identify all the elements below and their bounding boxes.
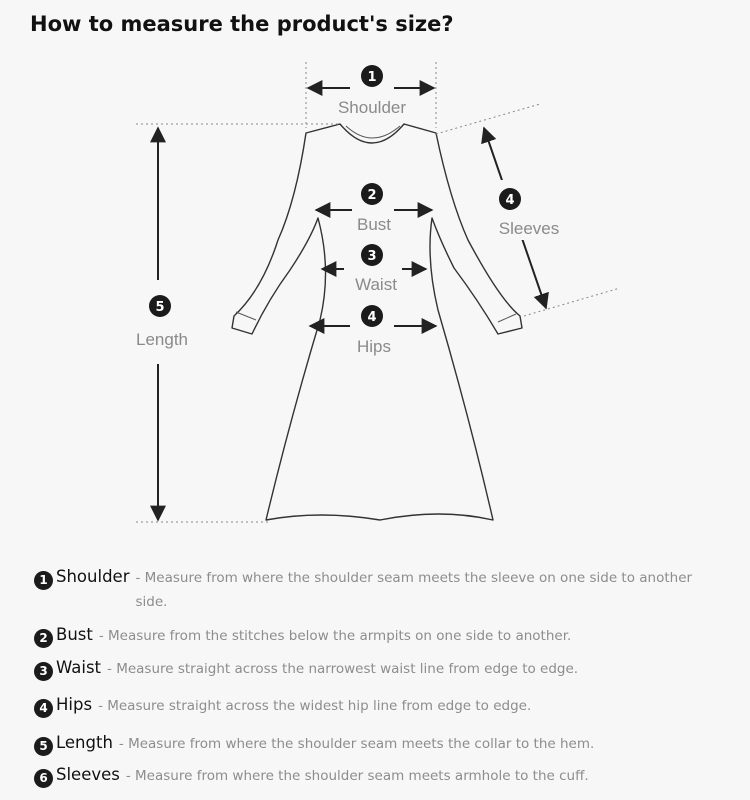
legend-item-hips [34, 694, 531, 718]
svg-text:1: 1 [367, 70, 377, 85]
svg-text:3: 3 [367, 249, 377, 264]
legend-item-bust [34, 624, 571, 648]
number-6-icon: 6 [34, 769, 53, 788]
badge-hips [361, 305, 383, 327]
legend-desc: - Measure straight across the widest hip line from edge to edge. [98, 698, 532, 714]
svg-text:4: 4 [505, 193, 515, 208]
badge-bust [361, 183, 383, 205]
badge-shoulder [361, 65, 383, 87]
legend-term: Hips [56, 695, 93, 714]
legend-item-sleeves [34, 764, 589, 788]
number-1-icon: 1 [34, 571, 53, 590]
label-length: Length [136, 330, 188, 349]
legend-desc: - Measure from the stitches below the armpits on one side to another. [98, 628, 572, 644]
number-2-icon: 2 [34, 629, 53, 648]
badge-sleeves [499, 188, 521, 210]
legend-desc: - Measure from where the shoulder seam meets the collar to the hem. [118, 736, 595, 752]
svg-text:4: 4 [367, 310, 377, 325]
legend-desc: - Measure from where the shoulder seam meets the sleeve on one side to another side. [135, 570, 693, 610]
label-shoulder: Shoulder [337, 98, 407, 117]
legend-item-length [34, 732, 594, 756]
number-4-icon: 4 [34, 699, 53, 718]
number-5-icon: 5 [34, 737, 53, 756]
legend-item-waist [34, 657, 578, 681]
badge-length [149, 295, 171, 317]
badge-waist [361, 244, 383, 266]
legend-term: Shoulder [56, 567, 130, 586]
number-3-icon: 3 [34, 662, 53, 681]
legend-desc: - Measure straight across the narrowest waist line from edge to edge. [107, 661, 579, 677]
legend-term: Sleeves [56, 765, 120, 784]
svg-text:2: 2 [367, 188, 377, 203]
label-waist: Waist [355, 275, 397, 294]
legend-term: Waist [56, 658, 102, 677]
legend-desc: - Measure from where the shoulder seam meets armhole to the cuff. [125, 768, 589, 784]
page-title: How to measure the product's size? [30, 12, 454, 36]
label-bust: Bust [356, 215, 392, 234]
legend-term: Bust [56, 625, 93, 644]
legend-item-shoulder [34, 566, 695, 614]
legend-term: Length [56, 733, 113, 752]
label-hips: Hips [356, 337, 392, 356]
svg-text:5: 5 [155, 300, 165, 315]
label-sleeves: Sleeves [498, 219, 560, 238]
